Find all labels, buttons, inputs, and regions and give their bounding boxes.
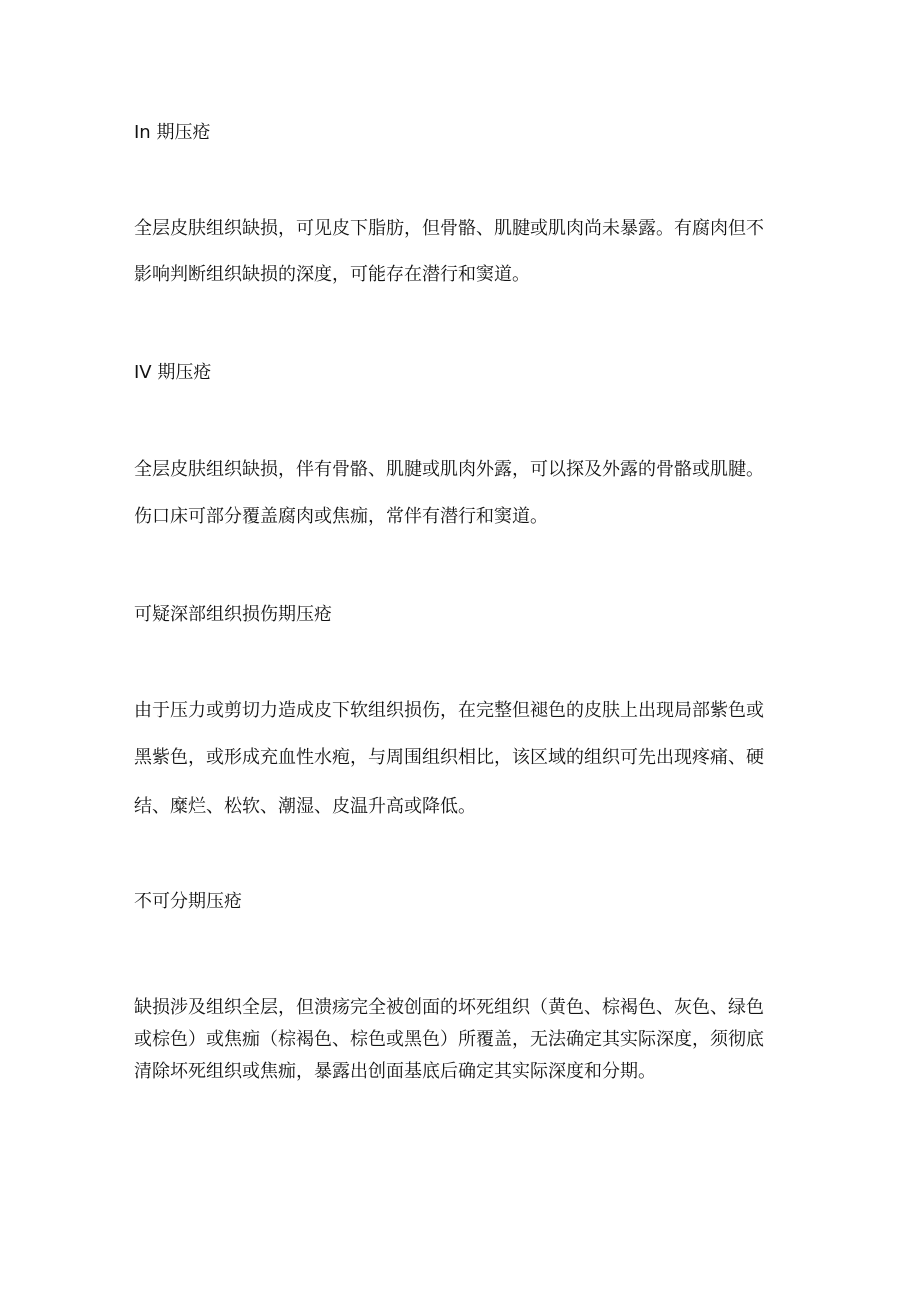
body-line: 清除坏死组织或焦痂，暴露出创面基底后确定其实际深度和分期。 [134,1061,656,1082]
body-line: 影响判断组织缺损的深度，可能存在潜行和窦道。 [134,264,530,285]
body-line: 全层皮肤组织缺损，伴有骨骼、肌腱或肌肉外露，可以探及外露的骨骼或肌腱。 [134,459,764,480]
body-line: 伤口床可部分覆盖腐肉或焦痂，常伴有潜行和窦道。 [134,506,548,527]
body-line: 黑紫色，或形成充血性水疱，与周围组织相比，该区域的组织可先出现疼痛、硬 [134,747,764,768]
section-heading: IV 期压疮 [134,362,212,383]
body-line: 或棕色）或焦痂（棕褐色、棕色或黑色）所覆盖，无法确定其实际深度，须彻底 [134,1029,764,1050]
body-line: 由于压力或剪切力造成皮下软组织损伤，在完整但褪色的皮肤上出现局部紫色或 [134,700,764,721]
body-line: 全层皮肤组织缺损，可见皮下脂肪，但骨骼、肌腱或肌肉尚未暴露。有腐肉但不 [134,218,764,239]
section-heading: 不可分期压疮 [134,891,242,912]
body-line: 缺损涉及组织全层，但溃疡完全被创面的坏死组织（黄色、棕褐色、灰色、绿色 [134,997,764,1018]
section-heading: In 期压疮 [134,122,211,143]
body-line: 结、糜烂、松软、潮湿、皮温升高或降低。 [134,796,476,817]
section-heading: 可疑深部组织损伤期压疮 [134,604,332,625]
